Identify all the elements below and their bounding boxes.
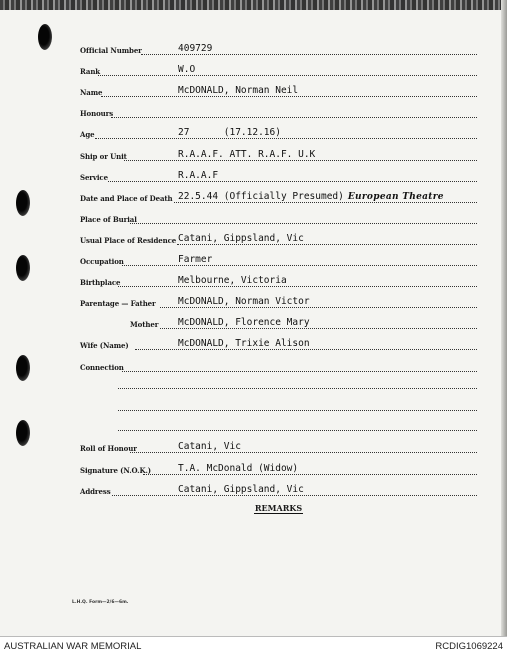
field-connection — [0, 356, 507, 374]
field-label: Name — [80, 88, 103, 97]
field-value: 409729 — [178, 43, 213, 54]
field-label: Date and Place of Death — [80, 194, 173, 203]
dotted-rule — [177, 244, 477, 245]
field-official-number — [0, 39, 507, 57]
footer-institution: AUSTRALIAN WAR MEMORIAL — [4, 641, 142, 652]
connection-blank-line — [118, 430, 477, 431]
dotted-rule — [160, 328, 477, 329]
field-value: Catani, Vic — [178, 441, 241, 452]
field-value: Farmer — [178, 254, 213, 265]
dotted-rule — [141, 54, 477, 55]
field-value: 27 (17.12.16) — [178, 127, 281, 138]
field-rank — [0, 60, 507, 78]
dotted-rule — [130, 223, 477, 224]
field-date-place-of-death — [0, 187, 507, 205]
field-label: Age — [80, 130, 95, 139]
dotted-rule — [118, 286, 477, 287]
archive-footer — [0, 636, 507, 655]
dotted-rule — [143, 474, 477, 475]
field-label: Connection — [80, 363, 124, 372]
field-label: Roll of Honour — [80, 444, 137, 453]
field-label: Address — [80, 487, 111, 496]
field-roll-of-honour — [0, 437, 507, 455]
dotted-rule — [111, 117, 477, 118]
remarks-heading-text: REMARKS — [254, 503, 303, 513]
field-label: Usual Place of Residence — [80, 236, 177, 245]
field-name — [0, 81, 507, 99]
field-age — [0, 123, 507, 141]
field-label: Place of Burial — [80, 215, 137, 224]
field-label: Ship or Unit — [80, 152, 127, 161]
dotted-rule — [112, 495, 477, 496]
field-value: Melbourne, Victoria — [178, 275, 287, 286]
dotted-rule — [174, 202, 477, 203]
field-value: T.A. McDonald (Widow) — [178, 463, 299, 474]
dotted-rule — [108, 181, 477, 182]
dotted-rule — [130, 452, 477, 453]
field-value: McDONALD, Trixie Alison — [178, 338, 310, 349]
field-value: McDONALD, Norman Victor — [178, 296, 310, 307]
field-place-of-burial — [0, 208, 507, 226]
field-value: R.A.A.F. ATT. R.A.F. U.K — [178, 149, 316, 160]
field-value: McDONALD, Florence Mary — [178, 317, 310, 328]
field-signature — [0, 459, 507, 477]
dotted-rule — [101, 96, 477, 97]
dotted-rule — [135, 349, 477, 350]
connection-blank-line — [118, 410, 477, 411]
dotted-rule — [95, 138, 477, 139]
scan-top-edge — [0, 0, 507, 10]
field-label: Mother — [130, 320, 159, 329]
field-honours — [0, 102, 507, 120]
dotted-rule — [98, 75, 477, 76]
connection-blank-line — [118, 388, 477, 389]
field-service — [0, 166, 507, 184]
field-value: Catani, Gippsland, Vic — [178, 233, 304, 244]
remarks-heading — [0, 503, 507, 513]
field-residence — [0, 229, 507, 247]
dotted-rule — [124, 160, 477, 161]
field-ship-or-unit — [0, 145, 507, 163]
dotted-rule — [160, 307, 477, 308]
field-label: Wife (Name) — [80, 341, 129, 350]
dotted-rule — [122, 265, 477, 266]
death-typed-value: 22.5.44 (Officially Presumed) — [178, 191, 344, 202]
field-value: W.O — [178, 64, 196, 75]
field-occupation — [0, 250, 507, 268]
field-birthplace — [0, 271, 507, 289]
field-value: Catani, Gippsland, Vic — [178, 484, 304, 495]
field-label: Signature (N.O.K.) — [80, 466, 151, 475]
field-label: Honours — [80, 109, 114, 118]
field-address — [0, 480, 507, 498]
death-handwritten-annotation: European Theatre — [347, 192, 444, 202]
field-value: McDONALD, Norman Neil — [178, 85, 299, 96]
field-label: Service — [80, 173, 108, 182]
field-mother — [0, 313, 507, 331]
field-wife — [0, 334, 507, 352]
dotted-rule — [122, 371, 477, 372]
field-label: Parentage — Father — [80, 299, 156, 308]
field-father — [0, 292, 507, 310]
field-label: Occupation — [80, 257, 124, 266]
form-code: L.H.Q. Form—2/6—6m. — [72, 600, 129, 605]
field-value: R.A.A.F — [178, 170, 219, 181]
field-label: Rank — [80, 67, 101, 76]
field-label: Official Number — [80, 46, 142, 55]
field-value — [178, 191, 444, 202]
footer-record-id: RCDIG1069224 — [435, 641, 503, 652]
field-label: Birthplace — [80, 278, 121, 287]
